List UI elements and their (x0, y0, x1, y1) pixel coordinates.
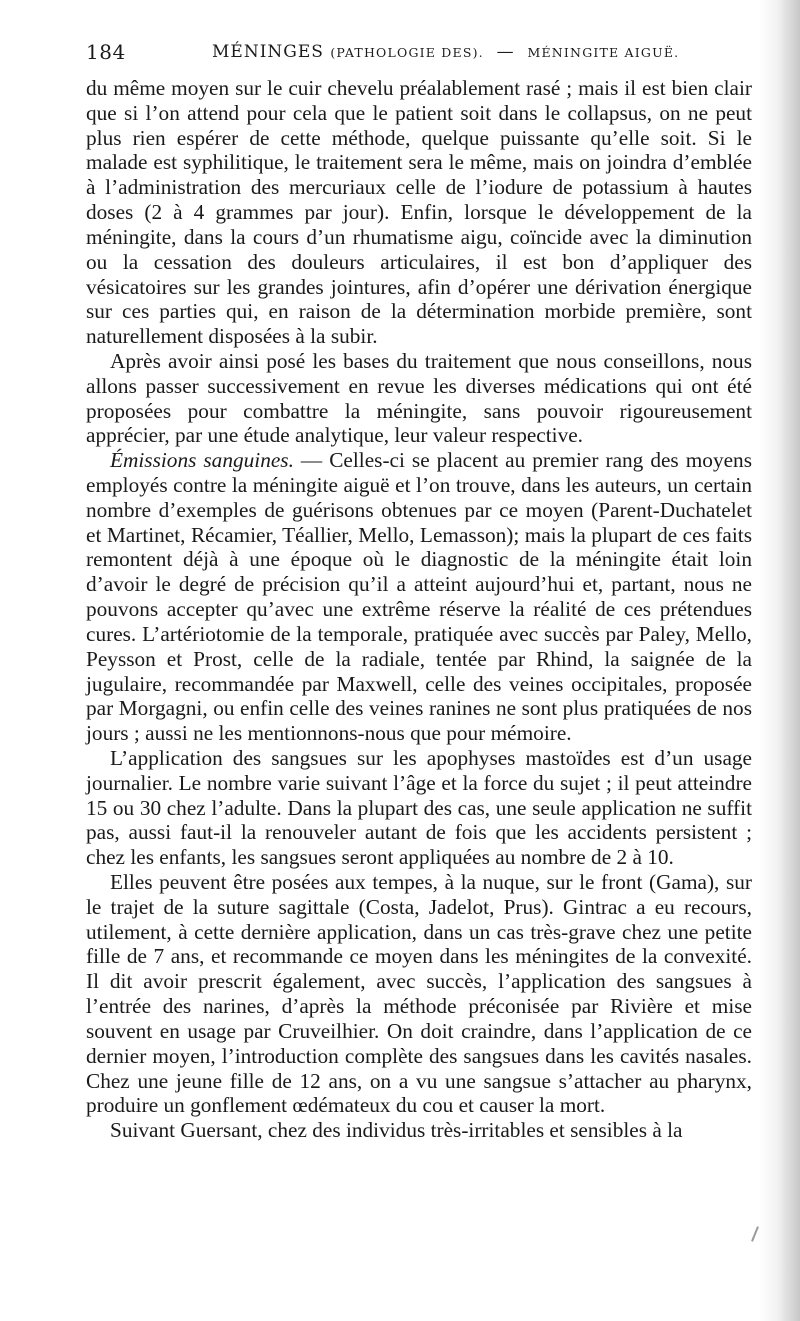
paragraph-text: Suivant Guersant, chez des individus très-irritables et sensibles à la (110, 1118, 683, 1143)
body-text (86, 76, 752, 1143)
section-lead: Émissions sanguines. (110, 448, 294, 473)
page-spine-shadow (758, 0, 800, 1321)
paragraph (86, 1118, 752, 1143)
paragraph-text: L’application des sangsues sur les apophyses mastoïdes est d’un usage journalier. Le nombre varie suivant l’âge et la force du sujet ; il peut atteindre 15 ou 30 chez l’adulte. Dans la plupart des cas, une seule application ne suffit pas, aussi faut-il la renouveler autant de fois que les accidents persistent ; chez les enfants, les sangsues seront appliquées au nombre de 2 à 10. (86, 745, 752, 870)
paragraph-text: du même moyen sur le cuir chevelu préalablement rasé ; mais il est bien clair que si l’on attend pour cela que le patient soit dans le collapsus, on ne peut plus rien espérer de cette méthode, quelque puissante qu’elle soit. Si le malade est syphilitique, le traitement sera le même, mais on joindra d’emblée à l’administration des mercuriaux celle de l’iodure de potassium à hautes doses (2 à 4 grammes par jour). Enfin, lorsque le développement de la méningite, dans la cours d’un rhumatisme aigu, coïncide avec la diminution ou la cessation des douleurs articulaires, il est bon d’appliquer des vésicatoires sur les grandes jointures, afin d’opérer une dérivation énergique sur ces parties qui, en raison de la détermination morbide première, sont naturellement disposées à la subir. (86, 76, 752, 349)
paragraph (86, 746, 752, 870)
paragraph-text: — Celles-ci se placent au premier rang des moyens employés contre la méningite aiguë et l’on trouve, dans les auteurs, un certain nombre d’exemples de guérisons obtenues par ce moyen (Parent-Duchatelet et Martinet, Récamier, Téallier, Mello, Lemasson); mais la plupart de ces faits remontent déjà à une époque où le diagnostic de la méningite était loin d’avoir le degré de précision qu’il a atteint aujourd’hui et, partant, nous ne pouvons accepter qu’avec une extrême réserve la réalité de ces prétendues cures. L’artériotomie de la temporale, pratiquée avec succès par Paley, Mello, Peysson et Prost, celle de la radiale, tentée par Rhind, la saignée de la jugulaire, recommandée par Maxwell, celle des veines occipitales, proposée par Morgagni, ou enfin celle des veines ranines ne sont plus pratiquées de nos jours ; aussi ne les mentionnons-nous que pour mémoire. (86, 448, 752, 746)
paragraph (86, 448, 752, 746)
page-number: 184 (86, 40, 126, 64)
paragraph-text: Après avoir ainsi posé les bases du traitement que nous conseillons, nous allons passer successivement en revue les diverses médications qui ont été proposées pour combattre la méningite, sans pouvoir rigoureusement apprécier, par une étude analytique, leur valeur respective. (86, 348, 752, 448)
title-sub: (PATHOLOGIE DES). (330, 45, 484, 60)
paragraph (86, 870, 752, 1118)
title-topic: MÉNINGITE AIGUË. (527, 45, 680, 60)
running-title (212, 42, 679, 62)
paragraph (86, 76, 752, 349)
running-header (86, 40, 746, 70)
title-main: MÉNINGES (212, 42, 324, 62)
title-separator: — (496, 42, 515, 62)
paragraph (86, 349, 752, 448)
paragraph-text: Elles peuvent être posées aux tempes, à la nuque, sur le front (Gama), sur le trajet de la suture sagittale (Costa, Jadelot, Prus). Gintrac a eu recours, utilement, à cette dernière application, dans un cas très-grave chez une petite fille de 7 ans, et recommande ce moyen dans les méningites de la convexité. Il dit avoir prescrit également, avec succès, l’application des sangsues à l’entrée des narines, d’après la méthode préconisée par Rivière et mise souvent en usage par Cruveilhier. On doit craindre, dans l’application de ce dernier moyen, l’introduction complète des sangsues dans les cavités nasales. Chez une jeune fille de 12 ans, on a vu une sangsue s’attacher au pharynx, produire un gonflement œdémateux du cou et causer la mort. (86, 870, 752, 1118)
